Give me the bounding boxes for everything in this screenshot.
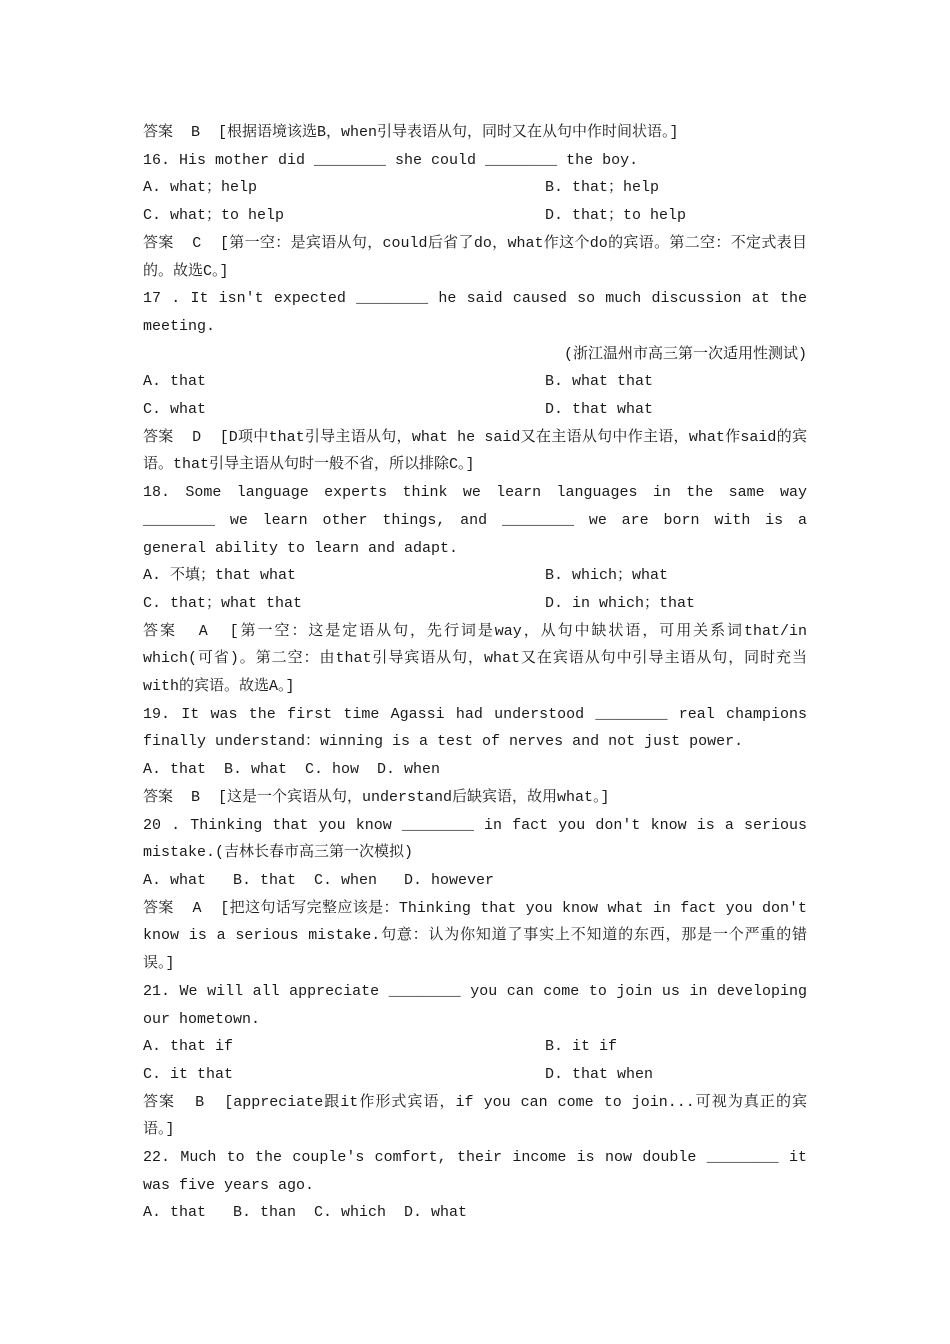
question-22: 22. Much to the couple's comfort, their income is now double ________ it was five years ago. bbox=[143, 1149, 817, 1194]
answer-20: 答案 A [把这句话写完整应该是：Thinking that you know what in fact you don't know is a serious mistake.句意：认为你知道了事实上不知道的东西，那是一个严重的错误。] bbox=[143, 899, 817, 973]
option-16-c: C. what；to help bbox=[143, 207, 285, 225]
options-21-row1 bbox=[143, 1033, 807, 1061]
answer-18: 答案 A [第一空：这是定语从句，先行词是way，从句中缺状语，可用关系词that/in which(可省)。第二空：由that引导宾语从句，what又在宾语从句中引导主语从句，同时充当with的宾语。故选A。] bbox=[143, 622, 817, 696]
option-21-b: B. it if bbox=[545, 1038, 618, 1056]
option-18-b: B. which；what bbox=[545, 567, 669, 585]
question-18: 18. Some language experts think we learn languages in the same way ________ we learn other things, and ________ we are born with is a general ability to learn and adapt. bbox=[143, 484, 817, 557]
option-21-d: D. that when bbox=[545, 1065, 654, 1083]
options-17-row2 bbox=[143, 396, 807, 424]
option-21-a: A. that if bbox=[143, 1038, 234, 1056]
question-20: 20 . Thinking that you know ________ in fact you don't know is a serious mistake.(吉林长春市高三第一次模拟) bbox=[143, 816, 817, 862]
option-18-c: C. that；what that bbox=[143, 594, 303, 612]
option-18-d: D. in which；that bbox=[545, 594, 696, 612]
answer-15: 答案 B [根据语境该选B，when引导表语从句，同时又在从句中作时间状语。] bbox=[143, 124, 679, 141]
options-17-row1 bbox=[143, 368, 807, 396]
answer-16: 答案 C [第一空：是宾语从句，could后省了do，what作这个do的宾语。第二空：不定式表目的。故选C。] bbox=[143, 234, 807, 280]
option-16-d: D. that；to help bbox=[545, 207, 687, 225]
question-16: 16. His mother did ________ she could ________ the boy. bbox=[143, 151, 639, 169]
option-18-a: A. 不填；that what bbox=[143, 567, 297, 585]
option-16-b: B. that；help bbox=[545, 179, 660, 197]
option-17-b: B. what that bbox=[545, 373, 654, 391]
answer-17: 答案 D [D项中that引导主语从句，what he said又在主语从句中作主语，what作said的宾语。that引导主语从句时一般不省，所以排除C。] bbox=[143, 428, 807, 474]
option-16-a: A. what；help bbox=[143, 179, 258, 197]
option-17-a: A. that bbox=[143, 373, 207, 391]
options-18-row2 bbox=[143, 590, 807, 618]
question-17-source: (浙江温州市高三第一次适用性测试) bbox=[563, 345, 807, 363]
options-22: A. that B. than C. which D. what bbox=[143, 1204, 468, 1222]
options-20: A. what B. that C. when D. however bbox=[143, 871, 495, 889]
answer-21: 答案 B [appreciate跟it作形式宾语，if you can come to join...可视为真正的宾语。] bbox=[143, 1093, 807, 1139]
options-16-row1 bbox=[143, 174, 807, 202]
answer-19: 答案 B [这是一个宾语从句，understand后缺宾语，故用what。] bbox=[143, 788, 610, 806]
option-21-c: C. it that bbox=[143, 1065, 234, 1083]
question-19: 19. It was the first time Agassi had understood ________ real champions finally understand：winning is a test of nerves and not just power. bbox=[143, 705, 817, 751]
question-21: 21. We will all appreciate ________ you can come to join us in developing our hometown. bbox=[143, 982, 817, 1028]
document-page bbox=[143, 119, 817, 1227]
question-17: 17 . It isn't expected ________ he said caused so much discussion at the meeting. bbox=[143, 290, 817, 335]
options-19: A. that B. what C. how D. when bbox=[143, 761, 441, 779]
option-17-d: D. that what bbox=[545, 401, 654, 419]
options-18-row1 bbox=[143, 562, 807, 590]
options-16-row2 bbox=[143, 202, 807, 230]
option-17-c: C. what bbox=[143, 401, 207, 419]
options-21-row2 bbox=[143, 1061, 807, 1089]
